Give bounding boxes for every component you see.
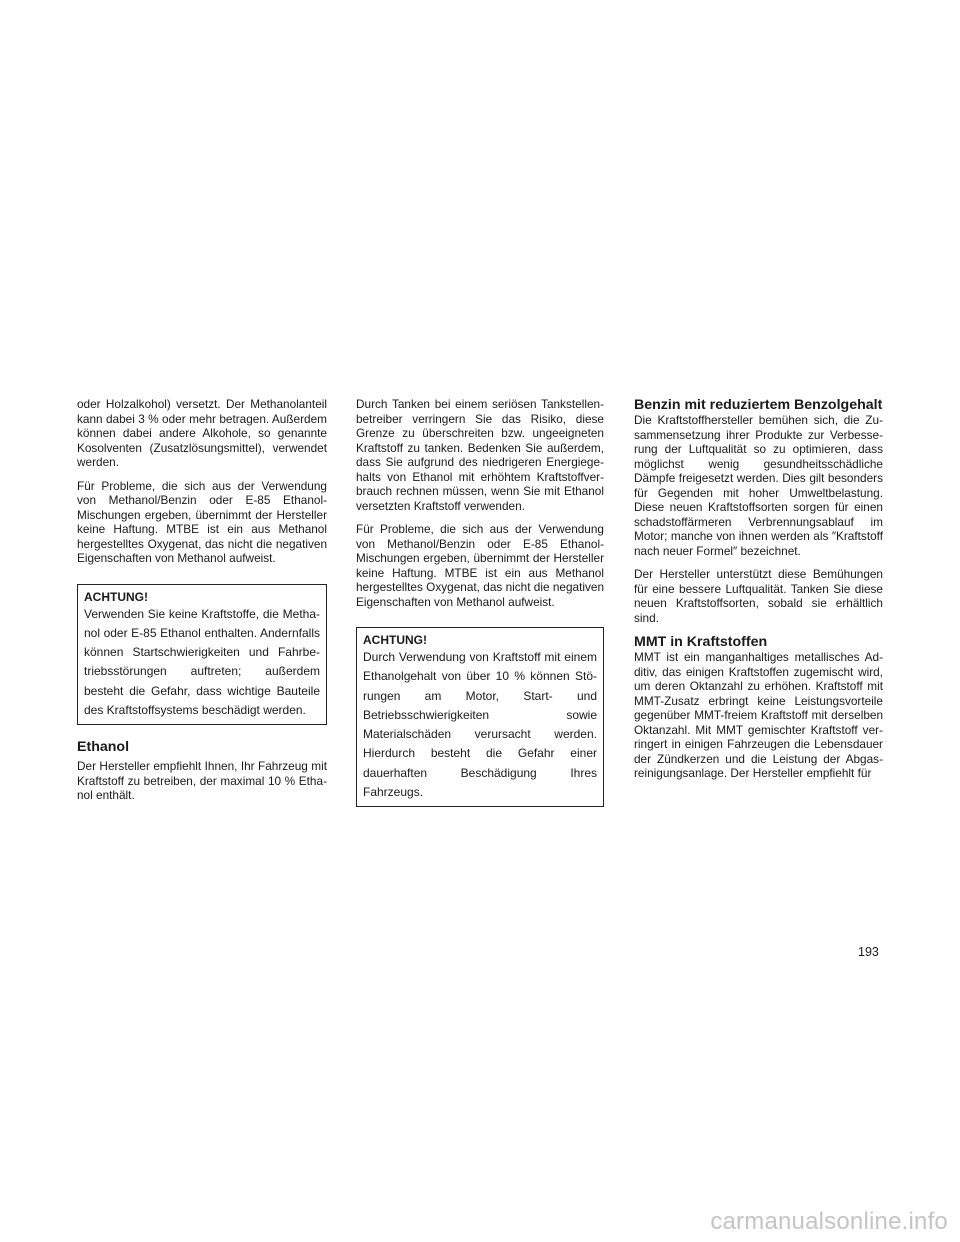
page-number: 193 [858,945,879,959]
paragraph-mmt: MMT ist ein manganhaltiges metallisches Additiv, das einigen Kraftstoffen zugemischt wird, um deren Oktanzahl zu erhöhen. Kraftstoff mit MMT-Zusatz erbringt keine Leistungsvorteile gegenüber MMT-freiem Kraftstoff mit derselben Oktanzahl. Mit MMT gemischter Kraftstoff verringert in einigen Fahrzeugen die Lebensdauer der Zündkerzen und die Leistung der Abgasreinigungsanlage. Der Hersteller empfiehlt für [634,650,883,780]
warning-title: ACHTUNG! [84,589,148,604]
paragraph-liability: Für Probleme, die sich aus der Verwendung von Methanol/Benzin oder E-85 Ethanol-Mischungen ergeben, übernimmt der Hersteller keine Haftung. MTBE ist ein aus Methanol hergestelltes Oxygenat, das nicht die negativen Eigenschaften von Methanol aufweist. [77,478,327,565]
paragraph-fuel-manufacturers: Die Kraftstoffhersteller bemühen sich, die Zusammensetzung ihrer Produkte zur Verbesserung der Luftqualität so zu optimieren, dass möglichst wenig gesundheitsschädliche Dämpfe freigesetzt werden. Dies gilt besonders für Gegenden mit hoher Umweltbelastung. Diese neuen Kraftstoffsorten sorgen für einen schadstoffärmeren Verbrennungsablauf im Motor; manche von ihnen werden als ″Kraftstoff nach neuer Formel″ bezeichnet. [634,413,883,558]
warning-box-methanol [77,584,327,726]
warning-title: ACHTUNG! [363,633,427,647]
warning-box-ethanol [356,627,604,807]
column-middle [356,397,604,821]
heading-reduced-benzene: Benzin mit reduziertem Benzolgehalt [634,397,883,413]
warning-text: Durch Verwendung von Kraftstoff mit einem Ethanolgehalt von über 10 % können Störungen am Motor, Start- und Betriebsschwierigkeiten sowie Materialschäden verursacht werden. Hierdurch besteht die Gefahr einer dauerhaften Beschädigung Ihres Fahrzeugs. [363,650,597,800]
paragraph-refuel-advice: Durch Tanken bei einem seriösen Tankstellenbetreiber verringern Sie das Risiko, diese Grenze zu überschreiten bzw. ungeeigneten Kraftstoff zu tanken. Bedenken Sie außerdem, dass Sie aufgrund des niedrigeren Energiegehalts von Ethanol mit erhöhtem Kraftstoffverbrauch rechnen müssen, wenn Sie mit Ethanol versetzten Kraftstoff verwenden. [356,397,604,513]
heading-mmt: MMT in Kraftstoffen [634,634,768,650]
paragraph-air-quality: Der Hersteller unterstützt diese Bemühungen für eine bessere Luftqualität. Tanken Sie diese neuen Kraftstoffsorten, sobald sie erhältlich sind. [634,567,883,625]
warning-text: Verwenden Sie keine Kraftstoffe, die Methanol oder E-85 Ethanol enthalten. Andernfalls können Startschwierigkeiten und Fahrbetriebsstörungen auftreten; außerdem besteht die Gefahr, dass wichtige Bauteile des Kraftstoffsystems beschädigt werden. [84,606,320,717]
paragraph-methanol-content: oder Holzalkohol) versetzt. Der Methanolanteil kann dabei 3 % oder mehr betragen. Außerdem können dabei andere Alkohole, so genannte Kosolventen (Zusatzlösungsmittel), verwendet werden. [77,397,327,469]
column-left [77,397,327,812]
paragraph-ethanol-limit: Der Hersteller empfiehlt Ihnen, Ihr Fahrzeug mit Kraftstoff zu betreiben, der maximal 10 % Ethanol enthält. [77,759,327,803]
watermark-text: carmanualsonline.info [710,1208,948,1235]
paragraph-liability: Für Probleme, die sich aus der Verwendung von Methanol/Benzin oder E-85 Ethanol-Mischungen ergeben, übernimmt der Hersteller keine Haftung. MTBE ist ein aus Methanol hergestelltes Oxygenat, das nicht die negativen Eigenschaften von Methanol aufweist. [356,522,604,609]
column-right [634,397,883,790]
heading-ethanol: Ethanol [77,739,130,756]
